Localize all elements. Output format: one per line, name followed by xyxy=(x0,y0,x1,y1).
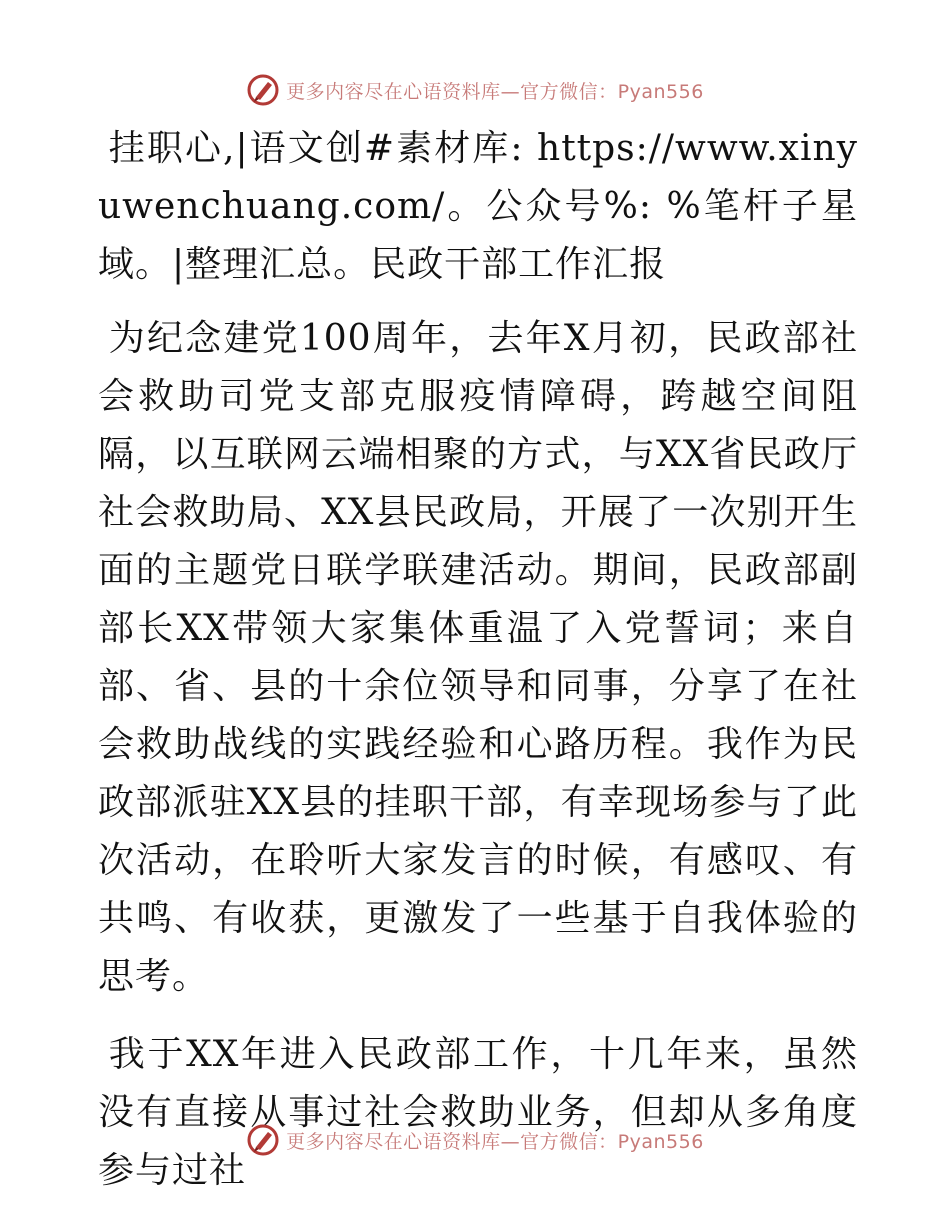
paragraph: 为纪念建党100周年，去年X月初，民政部社会救助司党支部克服疫情障碍，跨越空间阻隔，以互联网云端相聚的方式，与XX省民政厅社会救助局、XX县民政局，开展了一次别开生面的主题党日联学联建活动。期间，民政部副部长XX带领大家集体重温了入党誓词；来自部、省、县的十余位领导和同事，分享了在社会救助战线的实践经验和心路历程。我作为民政部派驻XX县的挂职干部，有幸现场参与了此次活动，在聆听大家发言的时候，有感叹、有共鸣、有收获，更激发了一些基于自我体验的思考。 xyxy=(98,318,858,997)
paragraph: 我于XX年进入民政部工作，十几年来，虽然没有直接从事过社会救助业务，但却从多角度参与过社 xyxy=(98,1034,858,1191)
watermark-text: 更多内容尽在心语资料库—官方微信：Pyan556 xyxy=(286,1130,704,1153)
pen-circle-logo-icon xyxy=(246,73,280,107)
header-watermark xyxy=(0,70,950,110)
document-body xyxy=(98,120,858,1200)
watermark-text: 更多内容尽在心语资料库—官方微信：Pyan556 xyxy=(286,80,704,103)
footer-watermark xyxy=(0,1120,950,1160)
paragraph-title: 挂职心,|语文创#素材库: https://www.xinyuwenchuang.com/。公众号%: %笔杆子星域。|整理汇总。民政干部工作汇报 xyxy=(98,128,858,285)
pen-circle-logo-icon xyxy=(246,1123,280,1157)
